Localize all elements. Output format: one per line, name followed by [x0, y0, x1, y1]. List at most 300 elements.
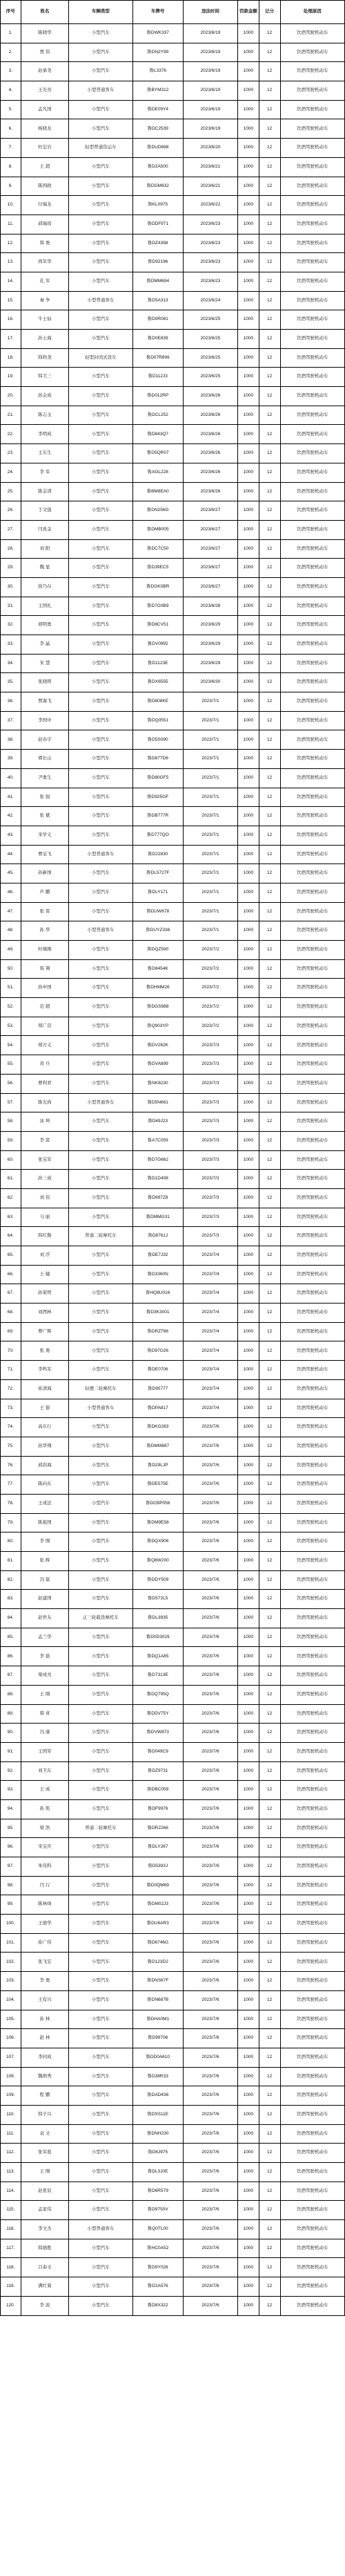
table-row — [1, 425, 345, 444]
cell-points: 12 — [259, 1418, 280, 1437]
cell-fine: 1000 — [238, 1724, 259, 1743]
cell-time: 2023/6/19 — [183, 81, 237, 101]
cell-fine: 1000 — [238, 253, 259, 272]
table-row — [1, 711, 345, 730]
cell-index: 110. — [1, 2105, 21, 2124]
cell-reason: 饮酒驾驶机动车 — [280, 1265, 344, 1284]
cell-index: 14. — [1, 272, 21, 291]
cell-index: 107. — [1, 2048, 21, 2067]
cell-time: 2023/6/26 — [183, 463, 237, 482]
cell-name: 吕泰文 — [21, 2258, 69, 2277]
table-row — [1, 43, 345, 62]
cell-vehicle-type: 小型汽车 — [69, 100, 132, 119]
cell-points: 12 — [259, 368, 280, 387]
cell-plate: 鲁DN687B — [132, 1990, 183, 2010]
cell-time: 2023/7/6 — [183, 1819, 237, 1838]
cell-plate: 鲁D9Y026 — [132, 2258, 183, 2277]
cell-points: 12 — [259, 959, 280, 979]
cell-points: 12 — [259, 1552, 280, 1571]
cell-name: 魏炳秀 — [21, 2067, 69, 2086]
cell-time: 2023/7/6 — [183, 2086, 237, 2106]
cell-points: 12 — [259, 100, 280, 119]
table-row — [1, 2277, 345, 2297]
cell-index: 115. — [1, 2201, 21, 2220]
cell-index: 52. — [1, 998, 21, 1017]
cell-fine: 1000 — [238, 272, 259, 291]
cell-index: 44. — [1, 845, 21, 864]
cell-reason: 饮酒驾驶机动车 — [280, 1590, 344, 1609]
cell-vehicle-type: 小型汽车 — [69, 2201, 132, 2220]
cell-fine: 1000 — [238, 1322, 259, 1341]
cell-reason: 饮酒驾驶机动车 — [280, 2067, 344, 2086]
table-row — [1, 1036, 345, 1055]
cell-name: 曹利君 — [21, 1074, 69, 1093]
cell-fine: 1000 — [238, 387, 259, 406]
cell-plate: 鲁DGM632 — [132, 177, 183, 196]
cell-points: 12 — [259, 2220, 280, 2239]
cell-fine: 1000 — [238, 463, 259, 482]
cell-points: 12 — [259, 1838, 280, 1857]
cell-plate: 鲁DMM887 — [132, 1437, 183, 1456]
cell-index: 81. — [1, 1552, 21, 1571]
cell-name: 韩德胜 — [21, 2239, 69, 2258]
cell-points: 12 — [259, 1170, 280, 1189]
cell-vehicle-type: 小型汽车 — [69, 1724, 132, 1743]
cell-name: 徐乃存 — [21, 577, 69, 597]
cell-index: 19. — [1, 368, 21, 387]
table-row — [1, 1570, 345, 1590]
cell-time: 2023/7/1 — [183, 845, 237, 864]
cell-fine: 1000 — [238, 2067, 259, 2086]
table-row — [1, 1379, 345, 1399]
cell-index: 96. — [1, 1838, 21, 1857]
cell-points: 12 — [259, 1819, 280, 1838]
cell-points: 12 — [259, 444, 280, 463]
cell-vehicle-type: 小型汽车 — [69, 1322, 132, 1341]
table-row — [1, 2296, 345, 2315]
cell-fine: 1000 — [238, 1895, 259, 1915]
cell-reason: 饮酒驾驶机动车 — [280, 1990, 344, 2010]
cell-vehicle-type: 小型汽车 — [69, 597, 132, 616]
cell-points: 12 — [259, 1647, 280, 1666]
cell-points: 12 — [259, 2181, 280, 2201]
cell-points: 12 — [259, 157, 280, 177]
cell-reason: 饮酒驾驶机动车 — [280, 768, 344, 788]
cell-time: 2023/7/1 — [183, 902, 237, 921]
cell-plate: 鲁DAD436 — [132, 2086, 183, 2106]
cell-name: 杜宏岩 — [21, 139, 69, 158]
cell-time: 2023/7/1 — [183, 692, 237, 712]
table-row — [1, 577, 345, 597]
cell-time: 2023/7/1 — [183, 768, 237, 788]
cell-index: 91. — [1, 1742, 21, 1761]
cell-reason: 饮酒驾驶机动车 — [280, 310, 344, 330]
table-row — [1, 1265, 345, 1284]
cell-reason: 饮酒驾驶机动车 — [280, 559, 344, 578]
cell-index: 77. — [1, 1475, 21, 1495]
cell-plate: 鲁D0D3029 — [132, 1628, 183, 1647]
cell-vehicle-type: 小型汽车 — [69, 692, 132, 712]
cell-vehicle-type: 小型普通客车 — [69, 845, 132, 864]
cell-fine: 1000 — [238, 768, 259, 788]
cell-plate: 鲁A7C059 — [132, 1131, 183, 1150]
cell-points: 12 — [259, 1513, 280, 1532]
cell-plate: 鲁D38R33 — [132, 2067, 183, 2086]
cell-points: 12 — [259, 43, 280, 62]
cell-points: 12 — [259, 768, 280, 788]
cell-name: 曹宝飞 — [21, 845, 69, 864]
cell-time: 2023/7/6 — [183, 2124, 237, 2144]
table-row — [1, 62, 345, 81]
cell-name: 孟家伟 — [21, 2201, 69, 2220]
cell-points: 12 — [259, 463, 280, 482]
cell-index: 71. — [1, 1361, 21, 1380]
cell-index: 85. — [1, 1628, 21, 1647]
cell-name: 李 磊 — [21, 1647, 69, 1666]
cell-points: 12 — [259, 1532, 280, 1552]
cell-reason: 饮酒驾驶机动车 — [280, 24, 344, 43]
cell-reason: 饮酒驾驶机动车 — [280, 1857, 344, 1877]
cell-reason: 饮酒驾驶机动车 — [280, 2029, 344, 2048]
cell-index: 99. — [1, 1895, 21, 1915]
cell-time: 2023/7/3 — [183, 1074, 237, 1093]
cell-points: 12 — [259, 2239, 280, 2258]
cell-time: 2023/7/6 — [183, 1628, 237, 1647]
cell-name: 陈金清 — [21, 482, 69, 501]
cell-points: 12 — [259, 291, 280, 310]
cell-points: 12 — [259, 1322, 280, 1341]
cell-vehicle-type: 小型汽车 — [69, 1170, 132, 1189]
cell-points: 12 — [259, 1590, 280, 1609]
cell-index: 23. — [1, 444, 21, 463]
cell-vehicle-type: 小型普通客车 — [69, 1093, 132, 1112]
cell-index: 58. — [1, 1112, 21, 1132]
cell-vehicle-type: 小型汽车 — [69, 1150, 132, 1170]
cell-plate: 鲁DV262K — [132, 1036, 183, 1055]
cell-points: 12 — [259, 597, 280, 616]
cell-name: 赵世友 — [21, 1609, 69, 1628]
cell-vehicle-type: 小型汽车 — [69, 1055, 132, 1075]
cell-points: 12 — [259, 826, 280, 845]
cell-name: 满红菊 — [21, 2277, 69, 2297]
cell-name: 于文强 — [21, 501, 69, 521]
cell-name: 邱瑞瑶 — [21, 214, 69, 234]
cell-index: 105. — [1, 2010, 21, 2029]
cell-name: 范 超 — [21, 998, 69, 1017]
cell-points: 12 — [259, 1972, 280, 1991]
cell-name: 李 晶 — [21, 635, 69, 655]
cell-reason: 饮酒驾驶机动车 — [280, 1761, 344, 1781]
cell-index: 114. — [1, 2181, 21, 2201]
cell-vehicle-type: 小型汽车 — [69, 272, 132, 291]
cell-reason: 饮酒驾驶机动车 — [280, 826, 344, 845]
cell-fine: 1000 — [238, 1036, 259, 1055]
cell-plate: 鲁DKG283 — [132, 1418, 183, 1437]
cell-points: 12 — [259, 1609, 280, 1628]
cell-name: 刘西林 — [21, 1304, 69, 1323]
cell-points: 12 — [259, 1494, 280, 1513]
table-row — [1, 81, 345, 101]
cell-name: 赵承尧 — [21, 62, 69, 81]
cell-reason: 饮酒驾驶机动车 — [280, 1055, 344, 1075]
cell-points: 12 — [259, 1570, 280, 1590]
cell-time: 2023/6/26 — [183, 425, 237, 444]
cell-points: 12 — [259, 1628, 280, 1647]
cell-time: 2023/7/1 — [183, 921, 237, 941]
cell-fine: 1000 — [238, 826, 259, 845]
cell-vehicle-type: 小型汽车 — [69, 1513, 132, 1532]
cell-index: 100. — [1, 1915, 21, 1934]
cell-time: 2023/7/6 — [183, 1532, 237, 1552]
cell-name: 陈光尚 — [21, 1093, 69, 1112]
cell-name: 刘卫东 — [21, 1761, 69, 1781]
cell-reason: 饮酒驾驶机动车 — [280, 1150, 344, 1170]
cell-points: 12 — [259, 1208, 280, 1227]
cell-plate: 鲁DWK337 — [132, 24, 183, 43]
cell-fine: 1000 — [238, 1475, 259, 1495]
cell-plate: 鲁DBC059 — [132, 1781, 183, 1800]
cell-name: 张宝军 — [21, 1150, 69, 1170]
cell-reason: 饮酒驾驶机动车 — [280, 1532, 344, 1552]
cell-name: 孙 林 — [21, 2010, 69, 2029]
cell-fine: 1000 — [238, 24, 259, 43]
cell-time: 2023/6/29 — [183, 654, 237, 673]
cell-reason: 饮酒驾驶机动车 — [280, 1609, 344, 1628]
cell-fine: 1000 — [238, 1915, 259, 1934]
cell-time: 2023/6/19 — [183, 43, 237, 62]
table-row — [1, 1685, 345, 1704]
cell-points: 12 — [259, 119, 280, 139]
cell-time: 2023/6/26 — [183, 387, 237, 406]
cell-plate: 鲁DE09Y4 — [132, 100, 183, 119]
cell-vehicle-type: 小型汽车 — [69, 1647, 132, 1666]
cell-name: 王东生 — [21, 444, 69, 463]
cell-vehicle-type: 小型汽车 — [69, 979, 132, 998]
cell-vehicle-type: 小型汽车 — [69, 559, 132, 578]
cell-points: 12 — [259, 1685, 280, 1704]
cell-vehicle-type: 小型汽车 — [69, 1876, 132, 1895]
cell-plate: 鲁DB777R — [132, 807, 183, 826]
table-row — [1, 921, 345, 941]
cell-points: 12 — [259, 1437, 280, 1456]
cell-plate: 鲁D112J3 — [132, 368, 183, 387]
cell-plate: 鲁D29LJP — [132, 1456, 183, 1475]
cell-reason: 饮酒驾驶机动车 — [280, 214, 344, 234]
cell-plate: 鲁DDY509 — [132, 1570, 183, 1590]
cell-time: 2023/6/21 — [183, 177, 237, 196]
cell-fine: 1000 — [238, 1361, 259, 1380]
cell-vehicle-type: 小型汽车 — [69, 1590, 132, 1609]
cell-plate: 鲁D7G662 — [132, 1150, 183, 1170]
table-row — [1, 1456, 345, 1475]
cell-plate: 鲁DQX906 — [132, 1532, 183, 1552]
table-row — [1, 1208, 345, 1227]
cell-name: 梁成亮 — [21, 1666, 69, 1686]
cell-name: 崔广伟 — [21, 1933, 69, 1953]
cell-name: 陈祖国 — [21, 1513, 69, 1532]
col-header-name: 姓名 — [21, 1, 69, 24]
cell-reason: 饮酒驾驶机动车 — [280, 2201, 344, 2220]
cell-reason: 饮酒驾驶机动车 — [280, 902, 344, 921]
cell-fine: 1000 — [238, 1876, 259, 1895]
cell-plate: 鲁DRZ786 — [132, 1322, 183, 1341]
cell-fine: 1000 — [238, 1418, 259, 1437]
table-row — [1, 768, 345, 788]
cell-reason: 饮酒驾驶机动车 — [280, 368, 344, 387]
cell-reason: 饮酒驾驶机动车 — [280, 1876, 344, 1895]
cell-plate: 鲁D8761J — [132, 1227, 183, 1246]
table-row — [1, 1475, 345, 1495]
cell-fine: 1000 — [238, 1590, 259, 1609]
cell-time: 2023/6/26 — [183, 482, 237, 501]
cell-time: 2023/7/6 — [183, 1513, 237, 1532]
cell-vehicle-type: 小型汽车 — [69, 330, 132, 349]
cell-reason: 饮酒驾驶机动车 — [280, 2220, 344, 2239]
table-row — [1, 2163, 345, 2182]
cell-plate: 鲁D808KE — [132, 692, 183, 712]
cell-plate: 鲁D123D2 — [132, 1953, 183, 1972]
cell-time: 2023/6/27 — [183, 501, 237, 521]
cell-fine: 1000 — [238, 330, 259, 349]
table-row — [1, 2105, 345, 2124]
cell-name: 魏 显 — [21, 559, 69, 578]
cell-fine: 1000 — [238, 807, 259, 826]
cell-points: 12 — [259, 559, 280, 578]
cell-reason: 饮酒驾驶机动车 — [280, 501, 344, 521]
cell-reason: 饮酒驾驶机动车 — [280, 157, 344, 177]
cell-name: 韩 翔 — [21, 959, 69, 979]
cell-reason: 饮酒驾驶机动车 — [280, 100, 344, 119]
cell-vehicle-type: 小型汽车 — [69, 177, 132, 196]
cell-plate: 鲁HQ8U016 — [132, 1284, 183, 1304]
cell-name: 郑方义 — [21, 1036, 69, 1055]
table-row — [1, 559, 345, 578]
cell-name: 孙金成 — [21, 387, 69, 406]
cell-vehicle-type: 轻便二轮摩托车 — [69, 1379, 132, 1399]
table-row — [1, 1704, 345, 1724]
cell-time: 2023/6/26 — [183, 406, 237, 425]
cell-vehicle-type: 小型汽车 — [69, 654, 132, 673]
cell-vehicle-type: 小型普通客车 — [69, 1399, 132, 1418]
cell-index: 92. — [1, 1761, 21, 1781]
cell-fine: 1000 — [238, 43, 259, 62]
cell-points: 12 — [259, 214, 280, 234]
cell-index: 47. — [1, 902, 21, 921]
table-row — [1, 1857, 345, 1877]
cell-reason: 饮酒驾驶机动车 — [280, 1017, 344, 1036]
cell-name: 赵建国 — [21, 1590, 69, 1609]
col-header-index: 序号 — [1, 1, 21, 24]
cell-fine: 1000 — [238, 1513, 259, 1532]
cell-index: 87. — [1, 1666, 21, 1686]
cell-points: 12 — [259, 81, 280, 101]
cell-vehicle-type: 小型汽车 — [69, 750, 132, 769]
cell-name: 王 健 — [21, 1265, 69, 1284]
cell-vehicle-type: 小型汽车 — [69, 1036, 132, 1055]
cell-time: 2023/7/6 — [183, 1570, 237, 1590]
cell-plate: 鲁DD0A610 — [132, 2048, 183, 2067]
table-row — [1, 1418, 345, 1437]
cell-index: 21. — [1, 406, 21, 425]
cell-points: 12 — [259, 1933, 280, 1953]
cell-points: 12 — [259, 577, 280, 597]
cell-name: 孙申国 — [21, 979, 69, 998]
table-row — [1, 119, 345, 139]
table-row — [1, 387, 345, 406]
col-header-plate: 车牌号 — [132, 1, 183, 24]
table-row — [1, 1761, 345, 1781]
cell-points: 12 — [259, 1761, 280, 1781]
cell-fine: 1000 — [238, 177, 259, 196]
table-row — [1, 1093, 345, 1112]
cell-index: 28. — [1, 539, 21, 559]
cell-time: 2023/6/27 — [183, 559, 237, 578]
cell-index: 45. — [1, 864, 21, 883]
cell-plate: 鲁DGS988 — [132, 998, 183, 1017]
cell-fine: 1000 — [238, 654, 259, 673]
cell-time: 2023/7/6 — [183, 1876, 237, 1895]
cell-reason: 饮酒驾驶机动车 — [280, 1437, 344, 1456]
cell-name: 邱洪海 — [21, 1456, 69, 1475]
cell-points: 12 — [259, 1112, 280, 1132]
cell-points: 12 — [259, 1857, 280, 1877]
cell-fine: 1000 — [238, 444, 259, 463]
cell-fine: 1000 — [238, 100, 259, 119]
cell-name: 李鸣军 — [21, 1361, 69, 1380]
cell-points: 12 — [259, 196, 280, 215]
cell-index: 95. — [1, 1819, 21, 1838]
cell-points: 12 — [259, 1953, 280, 1972]
cell-name: 朱伟科 — [21, 1857, 69, 1877]
cell-time: 2023/6/22 — [183, 196, 237, 215]
cell-name: 王 超 — [21, 157, 69, 177]
cell-fine: 1000 — [238, 291, 259, 310]
cell-name: 张飞宏 — [21, 1953, 69, 1972]
cell-plate: 鲁D0R081 — [132, 310, 183, 330]
cell-name: 王德华 — [21, 1915, 69, 1934]
cell-name: 李 波 — [21, 2296, 69, 2315]
cell-index: 3. — [1, 62, 21, 81]
cell-vehicle-type: 小型汽车 — [69, 1284, 132, 1304]
cell-time: 2023/7/1 — [183, 807, 237, 826]
cell-reason: 饮酒驾驶机动车 — [280, 1399, 344, 1418]
table-row — [1, 692, 345, 712]
cell-name: 赵星辰 — [21, 2181, 69, 2201]
cell-name: 王 银 — [21, 1399, 69, 1418]
cell-points: 12 — [259, 1399, 280, 1418]
cell-name: 王成法 — [21, 1494, 69, 1513]
cell-fine: 1000 — [238, 750, 259, 769]
cell-time: 2023/7/6 — [183, 1972, 237, 1991]
table-row — [1, 1666, 345, 1686]
cell-fine: 1000 — [238, 1055, 259, 1075]
cell-fine: 1000 — [238, 692, 259, 712]
cell-vehicle-type: 小型汽车 — [69, 711, 132, 730]
cell-index: 70. — [1, 1341, 21, 1361]
cell-time: 2023/7/6 — [183, 2067, 237, 2086]
cell-fine: 1000 — [238, 788, 259, 807]
cell-points: 12 — [259, 1074, 280, 1093]
cell-points: 12 — [259, 1456, 280, 1475]
cell-reason: 饮酒驾驶机动车 — [280, 1685, 344, 1704]
cell-vehicle-type: 小型汽车 — [69, 2048, 132, 2067]
cell-fine: 1000 — [238, 635, 259, 655]
cell-points: 12 — [259, 1017, 280, 1036]
cell-points: 12 — [259, 2105, 280, 2124]
table-row — [1, 139, 345, 158]
cell-time: 2023/6/27 — [183, 520, 237, 539]
table-row — [1, 1017, 345, 1036]
